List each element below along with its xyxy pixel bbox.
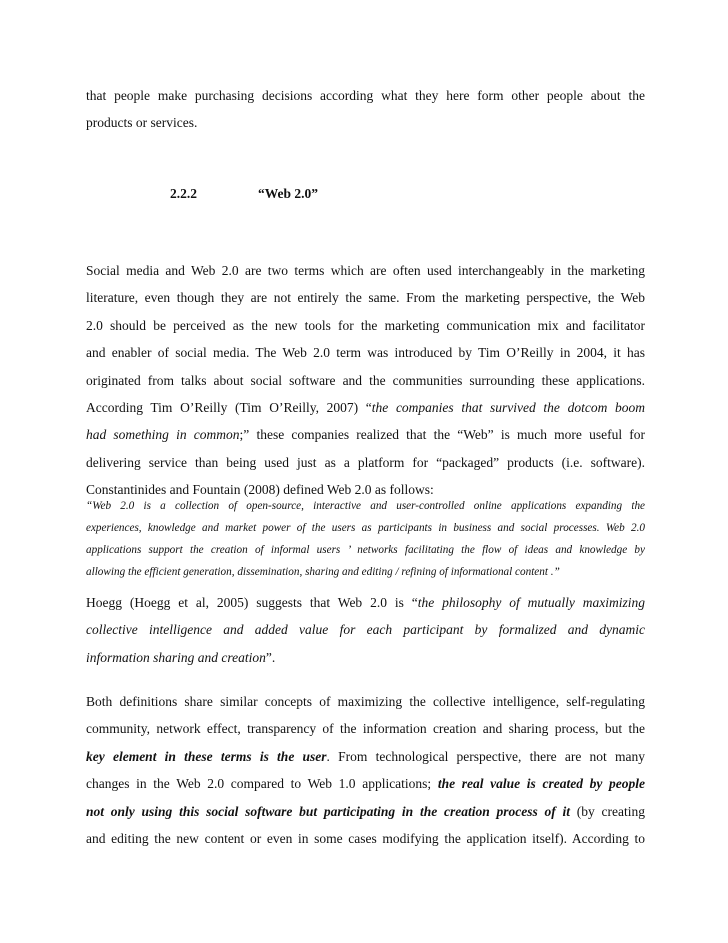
quoted-text: information sharing and creation — [86, 649, 266, 665]
text-line: literature, even though they are not entirely the same. From the marketing perspective, the Web — [86, 290, 645, 306]
block-quote — [86, 495, 645, 583]
text-line: delivering service than being used just as a platform for “packaged” products (i.e. software). — [86, 454, 645, 470]
emphasis-text: not only using this social software but participating in the creation process of it — [86, 803, 570, 819]
text-line: and enabler of social media. The Web 2.0 term was introduced by Tim O’Reilly in 2004, it has — [86, 345, 645, 361]
text-line: Both definitions share similar concepts of maximizing the collective intelligence, self-regulating — [86, 694, 645, 709]
text-line: and editing the new content or even in some cases modifying the application itself). According to — [86, 831, 645, 847]
intro-paragraph — [86, 82, 645, 137]
text-line: that people make purchasing decisions according what they here form other people about the — [86, 88, 645, 103]
section-title: “Web 2.0” — [258, 186, 319, 201]
text-line — [86, 770, 645, 797]
text-run: (by creating — [570, 803, 645, 819]
text-run: ;” these companies realized that the “Web” is much more useful for — [239, 427, 645, 443]
text-run: changes in the Web 2.0 compared to Web 1.0 applications; — [86, 776, 438, 792]
emphasis-text: the real value is created by people — [437, 776, 645, 792]
text-run: According Tim O’Reilly (Tim O’Reilly, 2007) “ — [86, 400, 372, 416]
emphasis-text: key element in these terms is the user — [86, 748, 327, 764]
text-line — [86, 589, 645, 616]
quote-line: “Web 2.0 is a collection of open-source, interactive and user-controlled online applications expanding the — [86, 500, 645, 512]
text-line — [86, 421, 645, 448]
paragraph-web20-intro — [86, 257, 645, 504]
quote-line: experiences, knowledge and market power of the users as participants in business and social processes. Web 2.0 — [86, 522, 645, 534]
text-line: community, network effect, transparency of the information creation and sharing process, but the — [86, 721, 645, 737]
paragraph-definitions — [86, 688, 645, 852]
paragraph-hoegg — [86, 589, 645, 671]
quote-line: applications support the creation of informal users ’ networks facilitating the flow of ideas and knowledge by — [86, 544, 645, 556]
text-line — [86, 394, 645, 421]
quoted-text: collective intelligence and added value for each participant by formalized and dynamic — [86, 622, 645, 638]
text-line — [86, 616, 645, 643]
section-number: 2.2.2 — [170, 186, 197, 201]
text-line — [86, 644, 645, 671]
quoted-text: the companies that survived the dotcom boom — [371, 400, 645, 416]
quote-line: allowing the efficient generation, dissemination, sharing and editing / refining of informational content .” — [86, 566, 560, 578]
quoted-text: the philosophy of mutually maximizing — [417, 595, 645, 610]
text-run: . From technological perspective, there are not many — [326, 748, 645, 764]
text-line: Social media and Web 2.0 are two terms which are often used interchangeably in the marketing — [86, 263, 645, 278]
text-line: products or services. — [86, 115, 198, 131]
text-line: 2.0 should be perceived as the new tools for the marketing communication mix and facilitator — [86, 317, 645, 333]
text-run: Hoegg (Hoegg et al, 2005) suggests that Web 2.0 is “ — [86, 595, 418, 610]
text-line: Constantinides and Fountain (2008) defined Web 2.0 as follows: — [86, 482, 434, 498]
text-line — [86, 798, 645, 825]
text-run: ”. — [265, 649, 276, 665]
quoted-text: had something in common — [86, 427, 240, 443]
text-line: originated from talks about social software and the communities surrounding these applications. — [86, 372, 645, 388]
text-line — [86, 743, 645, 770]
